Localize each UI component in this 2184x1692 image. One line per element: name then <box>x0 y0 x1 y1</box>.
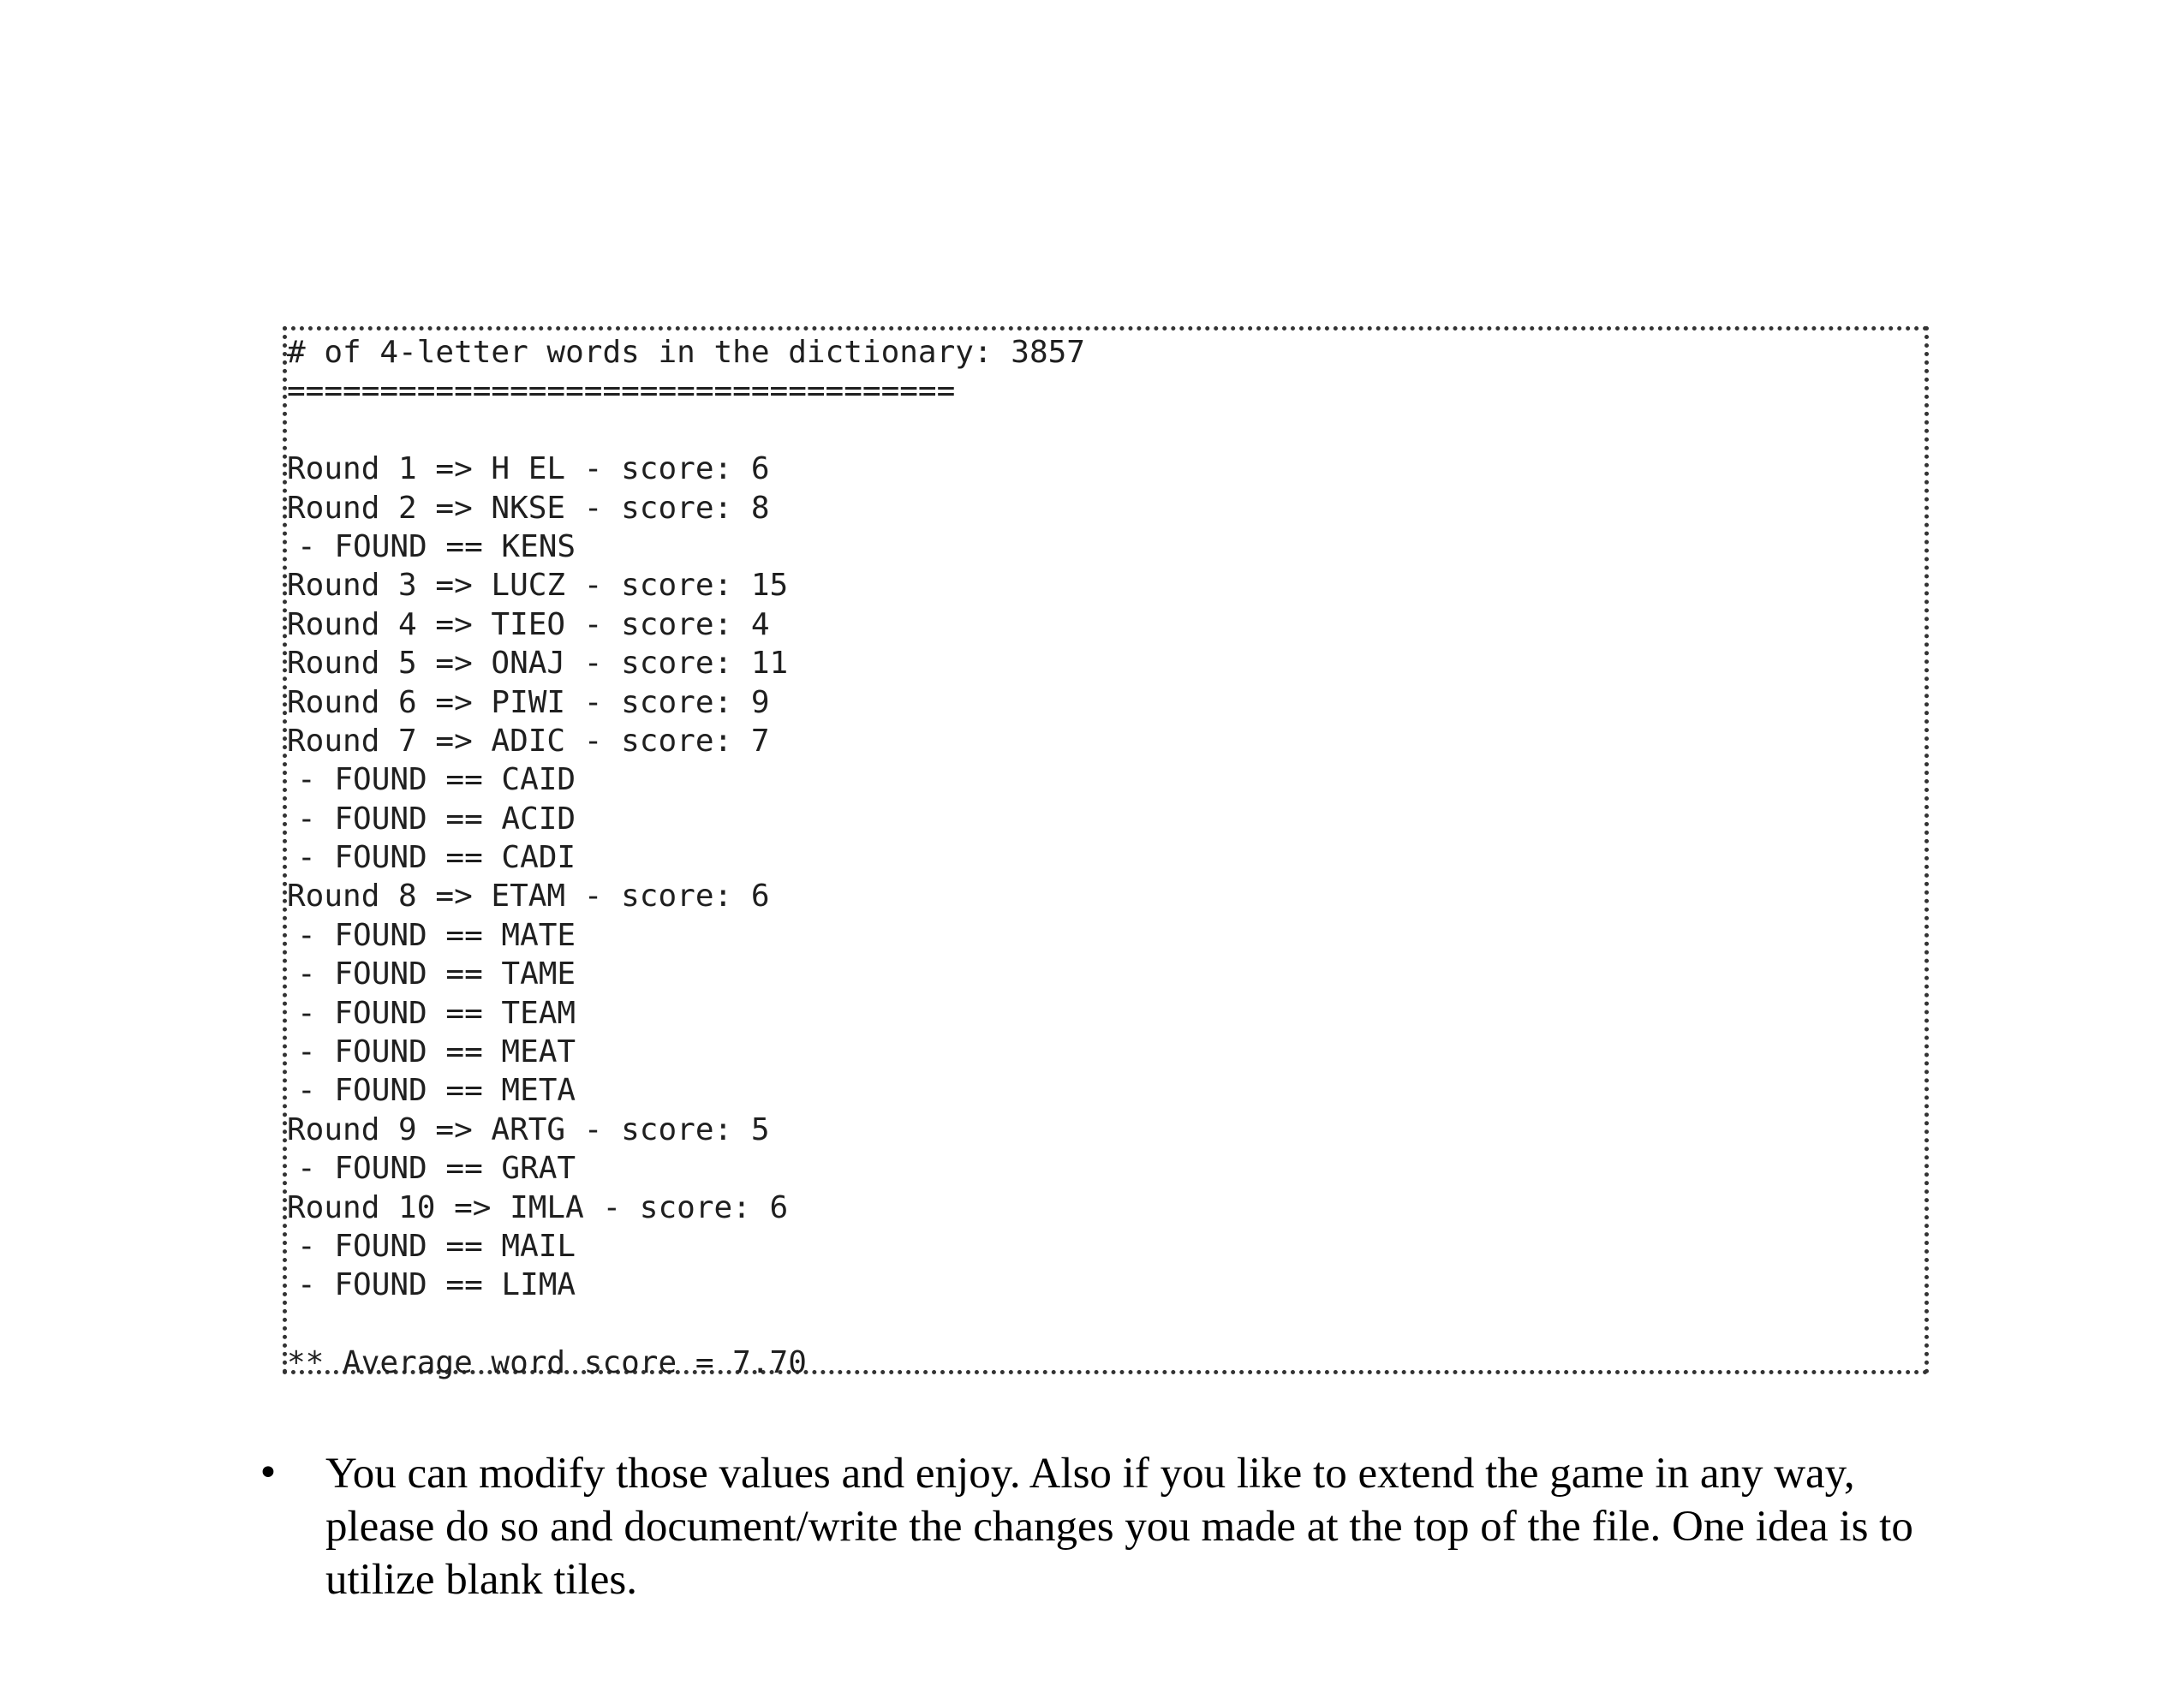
instruction-note <box>257 1447 1927 1606</box>
round-line: Round 8 => ETAM - score: 6 <box>287 879 770 915</box>
found-word-line: - FOUND == LIMA <box>297 1267 576 1303</box>
found-word-line: - FOUND == MAIL <box>297 1228 576 1264</box>
found-word-line: - FOUND == TEAM <box>297 995 576 1031</box>
bullet-point: • <box>257 1451 279 1495</box>
round-line: Round 5 => ONAJ - score: 11 <box>287 646 789 682</box>
found-word-line: - FOUND == GRAT <box>297 1151 576 1187</box>
found-word-line: - FOUND == CADI <box>297 840 576 876</box>
round-line: Round 7 => ADIC - score: 7 <box>287 723 770 759</box>
round-line: Round 3 => LUCZ - score: 15 <box>287 568 789 604</box>
found-word-line: - FOUND == MEAT <box>297 1034 576 1070</box>
found-word-line: - FOUND == KENS <box>297 528 576 564</box>
found-word-line: - FOUND == TAME <box>297 956 576 992</box>
found-word-line: - FOUND == MATE <box>297 917 576 953</box>
found-word-line: - FOUND == ACID <box>297 801 576 837</box>
found-word-line: - FOUND == META <box>297 1073 576 1109</box>
blank-line <box>287 1305 1924 1343</box>
round-line: Round 9 => ARTG - score: 5 <box>287 1111 770 1147</box>
average-score-line: ** Average word score = 7.70 <box>287 1345 807 1381</box>
round-line: Round 2 => NKSE - score: 8 <box>287 490 770 526</box>
separator-line: ==================================== <box>287 373 956 409</box>
found-word-line: - FOUND == CAID <box>297 762 576 798</box>
round-line: Round 10 => IMLA - score: 6 <box>287 1189 789 1225</box>
round-line: Round 1 => H EL - score: 6 <box>287 451 770 487</box>
console-output-box <box>283 326 1929 1381</box>
dictionary-count-line: # of 4-letter words in the dictionary: 3857 <box>287 335 1085 370</box>
round-line: Round 4 => TIEO - score: 4 <box>287 606 770 642</box>
instruction-text: You can modify those values and enjoy. Also if you like to extend the game in any way, please do so and document/write the changes you made at the top of the file. One idea is to utilize blank tiles. <box>325 1450 1913 1604</box>
round-line: Round 6 => PIWI - score: 9 <box>287 684 770 720</box>
blank-line <box>287 411 1924 450</box>
